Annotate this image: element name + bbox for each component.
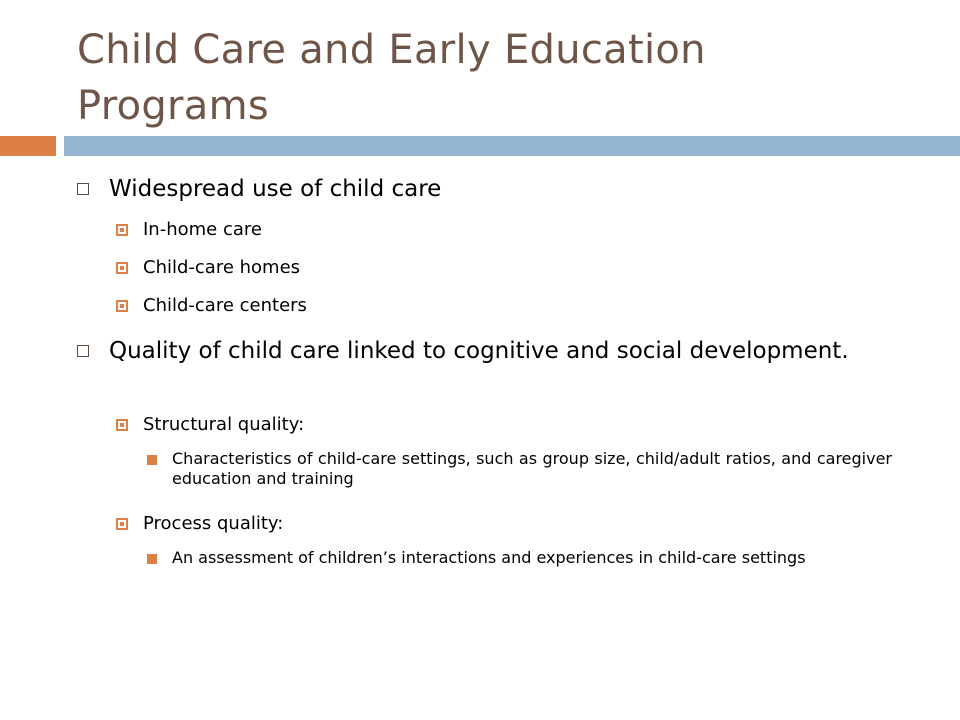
bullet-child-care-centers: Child-care centers (143, 295, 307, 316)
bullet-structural-quality: Structural quality: (143, 414, 305, 435)
bullet-process-quality-detail: An assessment of children’s interactions and experiences in child-care settings (172, 548, 806, 567)
title-line-2: Programs (77, 83, 270, 129)
filled-square-icon (147, 455, 157, 465)
nested-square-icon (116, 419, 128, 431)
bullet-child-care-homes: Child-care homes (143, 257, 301, 278)
filled-square-icon (147, 554, 157, 564)
nested-square-icon (116, 518, 128, 530)
title-line-1: Child Care and Early Education (77, 27, 706, 73)
bullet-widespread-use: Widespread use of child care (109, 176, 442, 202)
bullet-process-quality: Process quality: (143, 513, 284, 534)
nested-square-icon (116, 224, 128, 236)
nested-square-icon (116, 262, 128, 274)
hollow-square-icon (77, 183, 89, 195)
bullet-structural-quality-detail: Characteristics of child-care settings, such as group size, child/adult ratios, and caregiver education and training (172, 449, 892, 488)
hollow-square-icon (77, 345, 89, 357)
bullet-in-home-care: In-home care (143, 219, 262, 240)
nested-square-icon (116, 300, 128, 312)
bullet-quality-of-child-care: Quality of child care linked to cognitive and social development. (109, 338, 849, 364)
